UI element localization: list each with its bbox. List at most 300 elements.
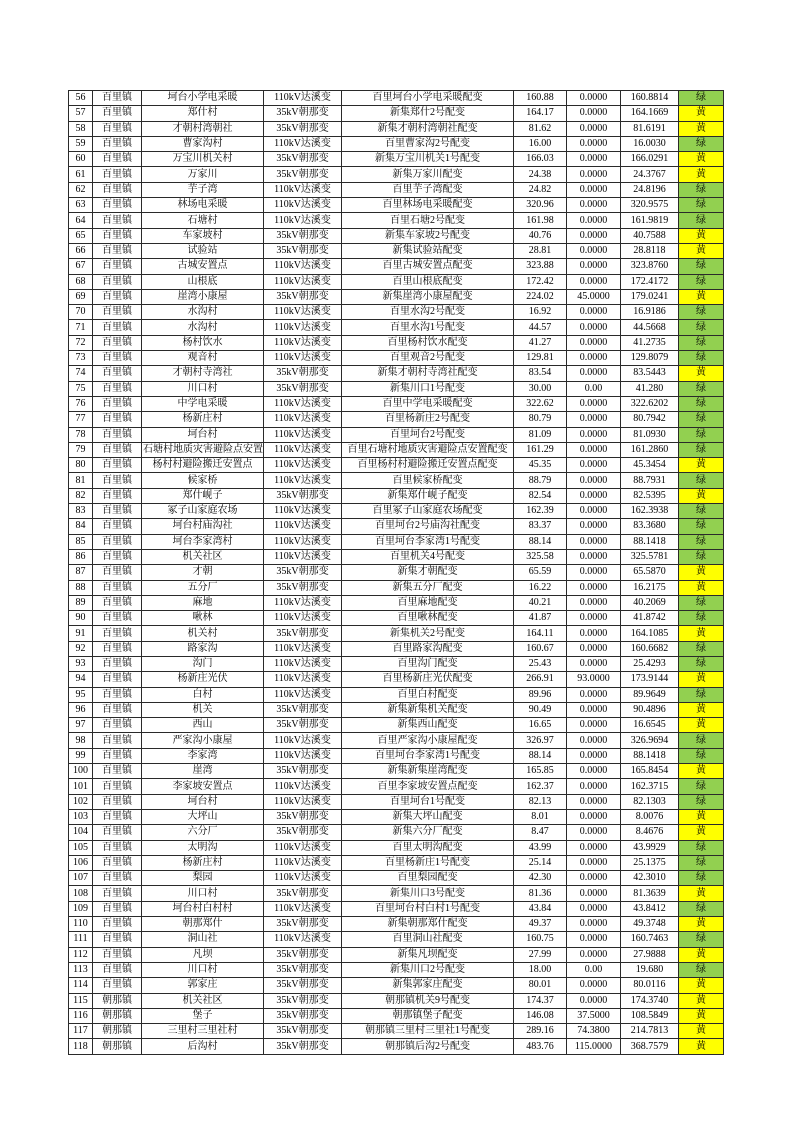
cell-value-1: 81.36 [514, 886, 567, 901]
cell-value-3: 368.7579 [621, 1039, 679, 1054]
cell-substation: 110kV达溪变 [264, 335, 342, 350]
cell-village: 川口村 [142, 886, 264, 901]
cell-transformer: 百里坷台小学电采暖配变 [342, 91, 514, 106]
cell-status-badge: 绿 [679, 855, 724, 870]
table-row [69, 519, 724, 534]
cell-status-badge: 黄 [679, 228, 724, 243]
cell-transformer: 百里杨村村避险搬迁安置点配变 [342, 458, 514, 473]
cell-village: 严家沟小康屋 [142, 733, 264, 748]
cell-village: 麻地 [142, 595, 264, 610]
cell-value-1: 16.65 [514, 718, 567, 733]
cell-substation: 35kV朝那变 [264, 289, 342, 304]
cell-value-1: 88.14 [514, 534, 567, 549]
cell-village: 五分厂 [142, 580, 264, 595]
cell-transformer: 百里杨村饮水配变 [342, 335, 514, 350]
cell-town: 百里镇 [93, 840, 142, 855]
cell-village: 机关社区 [142, 549, 264, 564]
cell-value-3: 27.9888 [621, 947, 679, 962]
cell-value-2: 0.0000 [567, 351, 621, 366]
cell-value-1: 82.54 [514, 488, 567, 503]
cell-transformer: 百里水沟1号配变 [342, 320, 514, 335]
cell-value-1: 16.00 [514, 136, 567, 151]
cell-transformer: 百里路家沟配变 [342, 641, 514, 656]
cell-value-2: 0.0000 [567, 565, 621, 580]
cell-row-number: 78 [69, 427, 93, 442]
cell-status-badge: 绿 [679, 656, 724, 671]
cell-transformer: 新集才朝村湾朝社配变 [342, 121, 514, 136]
cell-row-number: 77 [69, 412, 93, 427]
table-row [69, 121, 724, 136]
cell-status-badge: 绿 [679, 182, 724, 197]
cell-village: 芋子湾 [142, 182, 264, 197]
cell-row-number: 91 [69, 626, 93, 641]
table-body [69, 91, 724, 1055]
cell-row-number: 83 [69, 504, 93, 519]
cell-transformer: 新集郑什岘子配变 [342, 488, 514, 503]
table-row [69, 106, 724, 121]
cell-substation: 110kV达溪变 [264, 473, 342, 488]
cell-town: 百里镇 [93, 534, 142, 549]
cell-value-2: 0.0000 [567, 121, 621, 136]
cell-value-2: 0.0000 [567, 764, 621, 779]
table-row [69, 458, 724, 473]
cell-status-badge: 绿 [679, 91, 724, 106]
cell-value-1: 65.59 [514, 565, 567, 580]
cell-row-number: 75 [69, 381, 93, 396]
table-row [69, 855, 724, 870]
cell-village: 杨新庄村 [142, 412, 264, 427]
cell-value-1: 83.37 [514, 519, 567, 534]
cell-transformer: 朝那镇三里村三里社1号配变 [342, 1024, 514, 1039]
cell-transformer: 百里冢子山家庭农场配变 [342, 504, 514, 519]
cell-status-badge: 绿 [679, 932, 724, 947]
table-row [69, 641, 724, 656]
cell-transformer: 百里严家沟小康屋配变 [342, 733, 514, 748]
cell-substation: 110kV达溪变 [264, 182, 342, 197]
cell-village: 才朝村湾朝社 [142, 121, 264, 136]
cell-row-number: 56 [69, 91, 93, 106]
cell-transformer: 百里坷台李家湾1号配变 [342, 534, 514, 549]
cell-town: 百里镇 [93, 121, 142, 136]
cell-village: 坷台村 [142, 427, 264, 442]
cell-value-3: 8.4676 [621, 825, 679, 840]
cell-town: 百里镇 [93, 91, 142, 106]
cell-value-2: 0.0000 [567, 871, 621, 886]
cell-value-3: 88.1418 [621, 748, 679, 763]
cell-town: 百里镇 [93, 351, 142, 366]
cell-village: 山根底 [142, 274, 264, 289]
cell-value-3: 40.7588 [621, 228, 679, 243]
cell-substation: 110kV达溪变 [264, 396, 342, 411]
table-row [69, 182, 724, 197]
table-row [69, 534, 724, 549]
cell-row-number: 117 [69, 1024, 93, 1039]
cell-value-2: 0.0000 [567, 656, 621, 671]
cell-village: 梨园 [142, 871, 264, 886]
cell-value-1: 16.92 [514, 305, 567, 320]
cell-value-3: 41.8742 [621, 611, 679, 626]
cell-town: 百里镇 [93, 243, 142, 258]
cell-value-2: 0.0000 [567, 626, 621, 641]
cell-value-2: 0.0000 [567, 167, 621, 182]
cell-value-2: 0.0000 [567, 458, 621, 473]
cell-town: 百里镇 [93, 213, 142, 228]
cell-village: 石塘村地质灾害避险点安置 [142, 442, 264, 457]
cell-value-2: 0.0000 [567, 106, 621, 121]
cell-value-1: 88.14 [514, 748, 567, 763]
cell-status-badge: 绿 [679, 274, 724, 289]
cell-value-2: 0.0000 [567, 886, 621, 901]
cell-value-3: 108.5849 [621, 1008, 679, 1023]
cell-transformer: 新集万家川配变 [342, 167, 514, 182]
cell-value-1: 41.27 [514, 335, 567, 350]
cell-value-1: 162.39 [514, 504, 567, 519]
table-row [69, 396, 724, 411]
table-row [69, 718, 724, 733]
cell-status-badge: 黄 [679, 626, 724, 641]
cell-village: 万宝川机关村 [142, 152, 264, 167]
table-row [69, 656, 724, 671]
cell-village: 机关 [142, 702, 264, 717]
cell-status-badge: 绿 [679, 779, 724, 794]
cell-status-badge: 黄 [679, 106, 724, 121]
cell-transformer: 百里坷台村白村1号配变 [342, 901, 514, 916]
cell-status-badge: 绿 [679, 549, 724, 564]
table-row [69, 152, 724, 167]
cell-village: 崖湾小康屋 [142, 289, 264, 304]
cell-village: 曹家沟村 [142, 136, 264, 151]
cell-transformer: 新集试验站配变 [342, 243, 514, 258]
table-row [69, 932, 724, 947]
cell-value-3: 16.6545 [621, 718, 679, 733]
table-row [69, 305, 724, 320]
cell-value-1: 45.35 [514, 458, 567, 473]
cell-value-3: 164.1085 [621, 626, 679, 641]
cell-value-3: 16.2175 [621, 580, 679, 595]
table-row [69, 565, 724, 580]
cell-value-2: 0.0000 [567, 779, 621, 794]
cell-village: 机关村 [142, 626, 264, 641]
cell-value-1: 41.87 [514, 611, 567, 626]
cell-value-3: 81.6191 [621, 121, 679, 136]
cell-value-1: 49.37 [514, 917, 567, 932]
cell-substation: 110kV达溪变 [264, 871, 342, 886]
cell-row-number: 96 [69, 702, 93, 717]
cell-value-2: 0.0000 [567, 702, 621, 717]
cell-value-3: 172.4172 [621, 274, 679, 289]
cell-substation: 110kV达溪变 [264, 351, 342, 366]
cell-transformer: 新集郭家庄配变 [342, 978, 514, 993]
cell-row-number: 72 [69, 335, 93, 350]
table-row [69, 672, 724, 687]
cell-value-2: 0.0000 [567, 396, 621, 411]
cell-town: 百里镇 [93, 198, 142, 213]
cell-value-2: 0.0000 [567, 335, 621, 350]
cell-transformer: 百里石塘2号配变 [342, 213, 514, 228]
cell-substation: 110kV达溪变 [264, 274, 342, 289]
cell-row-number: 85 [69, 534, 93, 549]
table-row [69, 213, 724, 228]
table-row [69, 381, 724, 396]
cell-value-1: 25.14 [514, 855, 567, 870]
table-row [69, 320, 724, 335]
cell-row-number: 109 [69, 901, 93, 916]
cell-status-badge: 黄 [679, 947, 724, 962]
cell-transformer: 百里中学电采暖配变 [342, 396, 514, 411]
cell-row-number: 81 [69, 473, 93, 488]
cell-value-1: 24.82 [514, 182, 567, 197]
table-row [69, 259, 724, 274]
cell-transformer: 新集朝那郑什配变 [342, 917, 514, 932]
cell-status-badge: 绿 [679, 641, 724, 656]
cell-row-number: 98 [69, 733, 93, 748]
cell-value-3: 24.8196 [621, 182, 679, 197]
table-row [69, 351, 724, 366]
cell-town: 百里镇 [93, 412, 142, 427]
cell-village: 杨新庄村 [142, 855, 264, 870]
cell-substation: 110kV达溪变 [264, 840, 342, 855]
cell-value-1: 43.84 [514, 901, 567, 916]
cell-row-number: 92 [69, 641, 93, 656]
cell-row-number: 102 [69, 794, 93, 809]
cell-status-badge: 绿 [679, 687, 724, 702]
table-row [69, 243, 724, 258]
cell-transformer: 朝那镇后沟2号配变 [342, 1039, 514, 1054]
cell-status-badge: 黄 [679, 718, 724, 733]
cell-value-1: 129.81 [514, 351, 567, 366]
cell-village: 凡坝 [142, 947, 264, 962]
cell-substation: 110kV达溪变 [264, 901, 342, 916]
cell-transformer: 百里机关4号配变 [342, 549, 514, 564]
cell-value-3: 173.9144 [621, 672, 679, 687]
cell-village: 杨村饮水 [142, 335, 264, 350]
cell-row-number: 106 [69, 855, 93, 870]
cell-status-badge: 黄 [679, 1024, 724, 1039]
cell-village: 坷台小学电采暖 [142, 91, 264, 106]
cell-value-1: 27.99 [514, 947, 567, 962]
cell-value-2: 0.0000 [567, 182, 621, 197]
cell-row-number: 94 [69, 672, 93, 687]
cell-town: 朝那镇 [93, 1008, 142, 1023]
cell-value-3: 41.2735 [621, 335, 679, 350]
cell-row-number: 64 [69, 213, 93, 228]
cell-village: 路家沟 [142, 641, 264, 656]
cell-value-3: 90.4896 [621, 702, 679, 717]
cell-town: 百里镇 [93, 962, 142, 977]
cell-town: 百里镇 [93, 504, 142, 519]
cell-village: 后沟村 [142, 1039, 264, 1054]
cell-status-badge: 绿 [679, 901, 724, 916]
cell-value-3: 161.9819 [621, 213, 679, 228]
cell-value-3: 82.5395 [621, 488, 679, 503]
cell-village: 万家川 [142, 167, 264, 182]
table-row [69, 917, 724, 932]
cell-village: 三里村三里社村 [142, 1024, 264, 1039]
cell-value-1: 88.79 [514, 473, 567, 488]
cell-value-2: 0.0000 [567, 198, 621, 213]
cell-village: 郑什村 [142, 106, 264, 121]
cell-value-3: 45.3454 [621, 458, 679, 473]
cell-row-number: 99 [69, 748, 93, 763]
cell-substation: 110kV达溪变 [264, 519, 342, 534]
cell-substation: 35kV朝那变 [264, 1039, 342, 1054]
cell-transformer: 新集大坪山配变 [342, 809, 514, 824]
cell-town: 百里镇 [93, 779, 142, 794]
table-row [69, 871, 724, 886]
cell-village: 机关社区 [142, 993, 264, 1008]
cell-transformer: 百里观音2号配变 [342, 351, 514, 366]
table-row [69, 886, 724, 901]
cell-substation: 110kV达溪变 [264, 549, 342, 564]
cell-value-1: 325.58 [514, 549, 567, 564]
cell-status-badge: 绿 [679, 396, 724, 411]
cell-status-badge: 绿 [679, 351, 724, 366]
cell-transformer: 朝那镇堡子配变 [342, 1008, 514, 1023]
table-row [69, 840, 724, 855]
cell-status-badge: 黄 [679, 289, 724, 304]
cell-value-1: 161.98 [514, 213, 567, 228]
cell-village: 车家坡村 [142, 228, 264, 243]
cell-status-badge: 黄 [679, 121, 724, 136]
cell-town: 百里镇 [93, 748, 142, 763]
cell-value-3: 323.8760 [621, 259, 679, 274]
cell-value-2: 0.0000 [567, 733, 621, 748]
cell-value-3: 164.1669 [621, 106, 679, 121]
cell-village: 崖湾 [142, 764, 264, 779]
cell-transformer: 新集川口1号配变 [342, 381, 514, 396]
cell-value-3: 320.9575 [621, 198, 679, 213]
cell-substation: 35kV朝那变 [264, 917, 342, 932]
cell-village: 沟门 [142, 656, 264, 671]
cell-status-badge: 绿 [679, 871, 724, 886]
cell-village: 太明沟 [142, 840, 264, 855]
cell-substation: 110kV达溪变 [264, 305, 342, 320]
cell-substation: 35kV朝那变 [264, 243, 342, 258]
cell-town: 百里镇 [93, 855, 142, 870]
cell-town: 百里镇 [93, 335, 142, 350]
cell-value-1: 90.49 [514, 702, 567, 717]
cell-value-3: 322.6202 [621, 396, 679, 411]
cell-value-3: 25.1375 [621, 855, 679, 870]
cell-value-1: 44.57 [514, 320, 567, 335]
cell-town: 百里镇 [93, 764, 142, 779]
cell-value-2: 0.0000 [567, 412, 621, 427]
cell-status-badge: 黄 [679, 1008, 724, 1023]
cell-row-number: 76 [69, 396, 93, 411]
cell-row-number: 67 [69, 259, 93, 274]
table-row [69, 167, 724, 182]
cell-village: 观音村 [142, 351, 264, 366]
cell-substation: 35kV朝那变 [264, 718, 342, 733]
cell-value-1: 43.99 [514, 840, 567, 855]
cell-town: 朝那镇 [93, 1039, 142, 1054]
cell-row-number: 114 [69, 978, 93, 993]
cell-substation: 35kV朝那变 [264, 121, 342, 136]
cell-value-3: 160.8814 [621, 91, 679, 106]
cell-town: 百里镇 [93, 549, 142, 564]
cell-substation: 35kV朝那变 [264, 580, 342, 595]
cell-status-badge: 绿 [679, 733, 724, 748]
cell-value-2: 0.0000 [567, 901, 621, 916]
table-row [69, 748, 724, 763]
cell-row-number: 110 [69, 917, 93, 932]
cell-value-3: 43.8412 [621, 901, 679, 916]
table-row [69, 91, 724, 106]
cell-town: 朝那镇 [93, 1024, 142, 1039]
cell-row-number: 90 [69, 611, 93, 626]
cell-row-number: 97 [69, 718, 93, 733]
cell-row-number: 111 [69, 932, 93, 947]
cell-value-2: 0.0000 [567, 534, 621, 549]
cell-row-number: 107 [69, 871, 93, 886]
cell-town: 百里镇 [93, 901, 142, 916]
cell-transformer: 百里杨新庄光伏配变 [342, 672, 514, 687]
cell-town: 百里镇 [93, 473, 142, 488]
cell-row-number: 65 [69, 228, 93, 243]
cell-town: 百里镇 [93, 809, 142, 824]
cell-village: 水沟村 [142, 320, 264, 335]
cell-status-badge: 绿 [679, 519, 724, 534]
cell-value-2: 45.0000 [567, 289, 621, 304]
cell-transformer: 百里候家桥配变 [342, 473, 514, 488]
cell-row-number: 108 [69, 886, 93, 901]
cell-row-number: 89 [69, 595, 93, 610]
cell-town: 百里镇 [93, 733, 142, 748]
table-row [69, 228, 724, 243]
cell-value-2: 0.0000 [567, 320, 621, 335]
cell-village: 白村 [142, 687, 264, 702]
cell-value-3: 65.5870 [621, 565, 679, 580]
cell-row-number: 88 [69, 580, 93, 595]
cell-row-number: 66 [69, 243, 93, 258]
cell-town: 百里镇 [93, 488, 142, 503]
cell-status-badge: 绿 [679, 320, 724, 335]
cell-row-number: 113 [69, 962, 93, 977]
cell-row-number: 82 [69, 488, 93, 503]
cell-transformer: 新集郑什2号配变 [342, 106, 514, 121]
cell-value-1: 165.85 [514, 764, 567, 779]
cell-status-badge: 绿 [679, 213, 724, 228]
table-row [69, 366, 724, 381]
cell-row-number: 71 [69, 320, 93, 335]
cell-village: 坷台李家湾村 [142, 534, 264, 549]
cell-status-badge: 黄 [679, 917, 724, 932]
cell-town: 百里镇 [93, 595, 142, 610]
cell-status-badge: 黄 [679, 886, 724, 901]
cell-row-number: 118 [69, 1039, 93, 1054]
cell-town: 百里镇 [93, 152, 142, 167]
cell-village: 才朝村寺湾社 [142, 366, 264, 381]
cell-village: 郑什岘子 [142, 488, 264, 503]
cell-value-2: 0.0000 [567, 978, 621, 993]
cell-status-badge: 黄 [679, 458, 724, 473]
cell-value-1: 80.79 [514, 412, 567, 427]
cell-status-badge: 绿 [679, 305, 724, 320]
cell-transformer: 新集凡坝配变 [342, 947, 514, 962]
cell-value-2: 0.0000 [567, 152, 621, 167]
cell-value-2: 74.3800 [567, 1024, 621, 1039]
cell-status-badge: 绿 [679, 611, 724, 626]
cell-substation: 35kV朝那变 [264, 565, 342, 580]
cell-transformer: 百里石塘村地质灾害避险点安置配变 [342, 442, 514, 457]
cell-value-1: 24.38 [514, 167, 567, 182]
cell-value-1: 8.01 [514, 809, 567, 824]
cell-value-1: 28.81 [514, 243, 567, 258]
cell-value-1: 8.47 [514, 825, 567, 840]
cell-value-3: 24.3767 [621, 167, 679, 182]
table-row [69, 809, 724, 824]
cell-town: 百里镇 [93, 366, 142, 381]
